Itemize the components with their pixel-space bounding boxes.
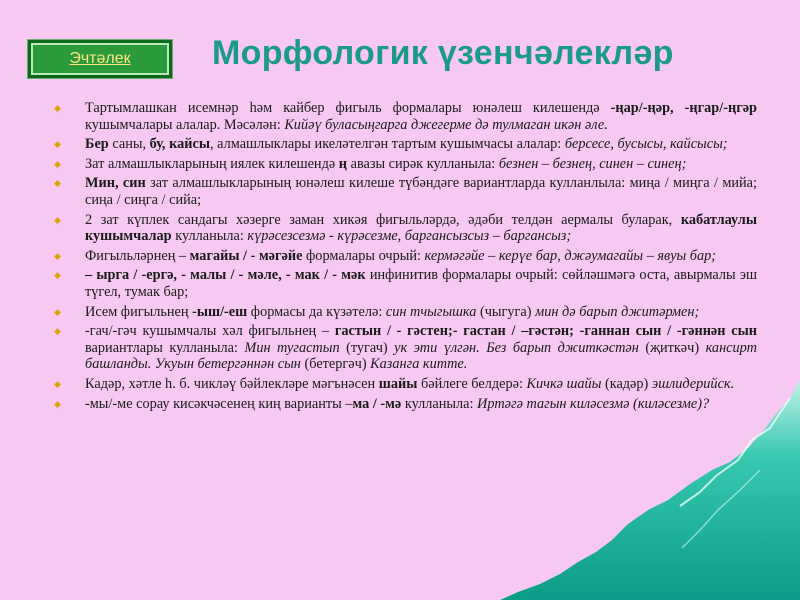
- text-segment: -мы/-ме сорау кисәкчәсенең киң варианты –: [85, 395, 353, 412]
- text-segment: формасы да күзәтелә:: [247, 303, 386, 320]
- text-segment: кабатлаулы кушымчалар: [85, 211, 757, 245]
- text-segment: магайы / - мәгәйе: [189, 247, 303, 264]
- contents-button[interactable]: Эчтәлек: [28, 40, 172, 78]
- bullet-list: [52, 100, 757, 415]
- text-segment: Бер: [85, 136, 109, 153]
- text-segment: формалары очрый:: [302, 247, 425, 264]
- text-segment: Казанга китте.: [370, 356, 468, 373]
- text-segment: бәйлеге белдерә:: [417, 375, 527, 392]
- list-item: [52, 100, 757, 133]
- list-item: [52, 304, 757, 321]
- text-segment: ма / -мә: [352, 395, 402, 412]
- list-item: [52, 376, 757, 393]
- list-item: [52, 156, 757, 173]
- text-segment: Иртәгә тагын киләсезмә (киләсезме)?: [477, 395, 710, 412]
- text-segment: саны,: [108, 136, 150, 153]
- text-segment: берсесе, бусысы, кайсысы;: [564, 136, 728, 153]
- text-segment: мин дә барып джитәрмен;: [535, 303, 700, 320]
- list-item: [52, 136, 757, 153]
- text-segment: вариантлары кулланыла:: [85, 339, 245, 356]
- text-segment: Кийәү буласыңгарга джегерме дә тулмаган икән әле.: [284, 116, 608, 133]
- text-segment: -гач/-гәч кушымчалы хәл фигыльнең –: [85, 323, 335, 340]
- page-title: Морфологик үзенчәлекләр: [212, 34, 674, 72]
- text-segment: бу, кайсы: [149, 136, 210, 153]
- list-item: [52, 212, 757, 245]
- text-segment: ң: [338, 155, 348, 172]
- list-item: [52, 175, 757, 208]
- list-item: [52, 248, 757, 265]
- text-segment: зат алмашлыкларының юнәлеш килеше түбәндәге вариантларда кулланлыла: миңа / миңга / мийа; сиңа / сиңга / сийа;: [85, 175, 757, 208]
- text-segment: Кадәр, хәтле һ. б. чикләү бәйлекләре мәгънәсен: [85, 375, 379, 392]
- text-segment: Кичкә шайы: [526, 375, 602, 392]
- text-segment: Мин, син: [85, 175, 146, 192]
- text-segment: безнен – безнең, синен – синең;: [498, 155, 687, 172]
- text-segment: син тчыгышка: [385, 303, 477, 320]
- text-segment: Мин тугастып: [244, 339, 340, 356]
- text-segment: шайы: [378, 375, 418, 392]
- text-segment: (кадәр): [601, 375, 652, 392]
- text-segment: -ңар/-ңәр, -ңгар/-ңгәр: [610, 100, 757, 116]
- text-segment: , алмашлыклары икеләтелгән тартым кушымчасы алалар:: [210, 136, 565, 153]
- text-segment: гастын / - гәстен;- гастан / –гәстән; -ганнан сын / -гәннән сын: [334, 323, 757, 340]
- text-segment: кулланыла:: [171, 228, 248, 245]
- text-segment: кансирт башланды. Укуын бетергәннән сын: [85, 339, 757, 373]
- text-segment: (бетергәч): [300, 356, 371, 373]
- text-segment: 2 зат күплек сандагы хәзерге заман хикәя фигыльләрдә, әдәби телдән аермалы буларак,: [85, 211, 681, 228]
- text-segment: (җиткәч): [638, 339, 706, 356]
- text-segment: (тугач): [339, 339, 395, 356]
- list-item: [52, 323, 757, 373]
- list-item: [52, 267, 757, 300]
- text-segment: Фигыльләрнең –: [85, 247, 190, 264]
- text-segment: инфинитив формалары очрый: сөйләшмәгә оста, авырмалы эш түгел, тумак бар;: [85, 267, 757, 300]
- list-item: [52, 396, 757, 413]
- text-segment: Исем фигыльнең: [85, 303, 193, 320]
- text-segment: кушымчалары алалар. Мәсәлән:: [85, 116, 285, 133]
- text-segment: кулланыла:: [401, 395, 478, 412]
- text-segment: (чыгуга): [476, 303, 536, 320]
- text-segment: кермәгәйе – керүе бар, джәумагайы – явуы бар;: [424, 247, 717, 264]
- text-segment: авазы сирәк кулланыла:: [347, 155, 499, 172]
- text-segment: күрәсезсезмә - күрәсезме, баргансызсыз – баргансыз;: [247, 228, 572, 245]
- text-segment: Зат алмашлыкларының иялек килешендә: [85, 155, 339, 172]
- text-segment: эшлидерийск.: [651, 375, 735, 392]
- text-segment: -ыш/-еш: [192, 303, 248, 320]
- text-segment: – ырга / -ергә, - малы / - мәле, - мак / - мәк: [85, 267, 366, 284]
- text-segment: ук эти үлгән. Без барып джиткәстән: [394, 339, 639, 356]
- text-segment: Тартымлашкан исемнәр һәм кайбер фигыль формалары юнәлеш килешендә: [85, 100, 611, 116]
